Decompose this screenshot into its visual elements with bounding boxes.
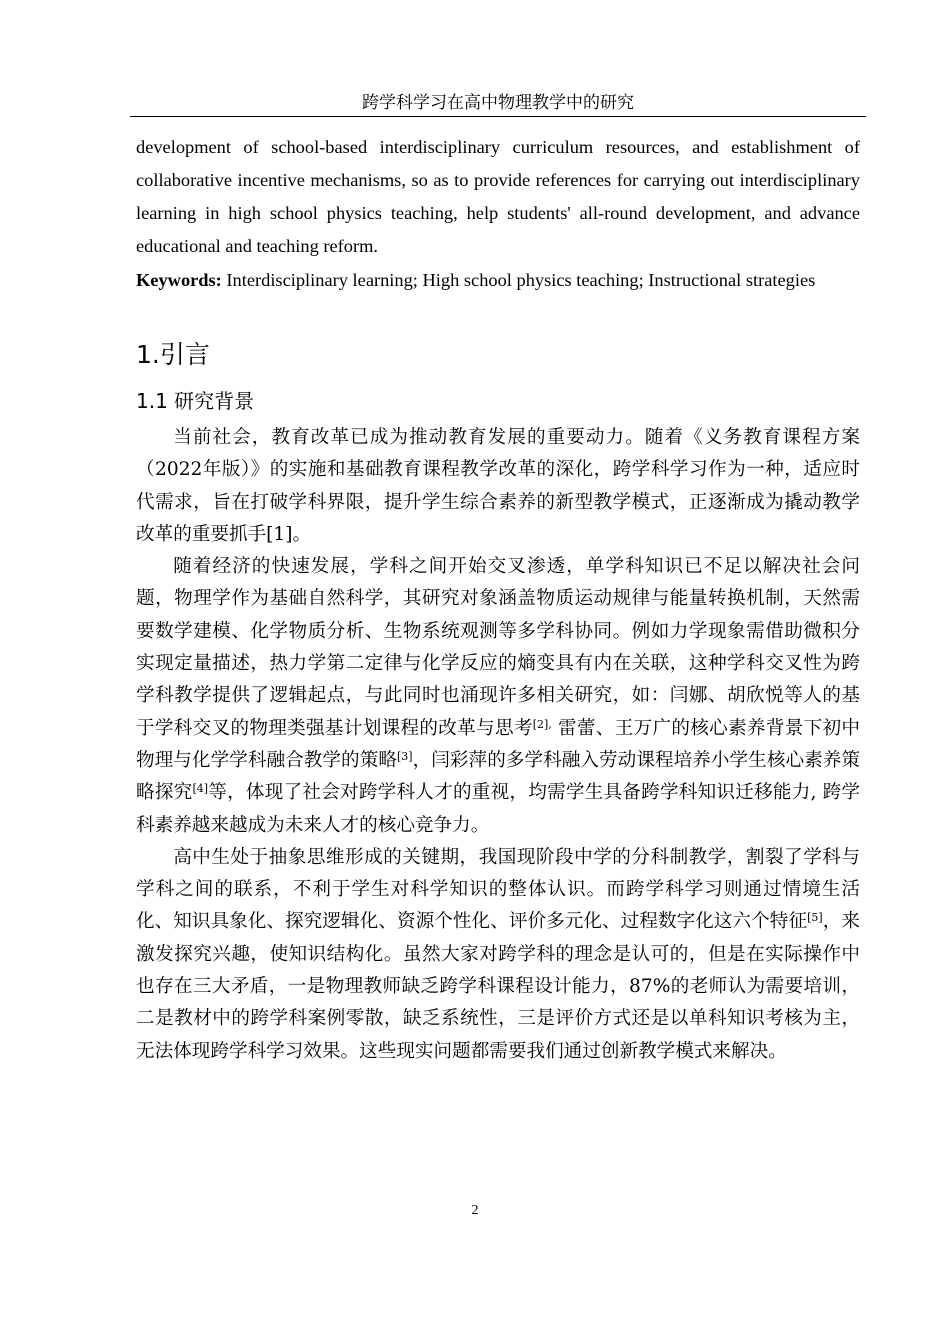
paragraph-3-part-b: ，来激发探究兴趣，使知识结构化。虽然大家对跨学科的理念是认可的，但是在实际操作中也存在三大矛盾，一是物理教师缺乏跨学科课程设计能力，87%的老师认为需要培训，二是教材中的跨学科案例零散，缺乏系统性，三是评价方式还是以单科知识考核为主，无法体现跨学科学习效果。这些现实问题都需要我们通过创新教学模式来解决。 <box>136 911 860 1062</box>
keywords-list: Interdisciplinary learning; High school physics teaching; Instructional strategies <box>221 270 816 290</box>
citation-4: [4] <box>192 782 209 796</box>
paragraph-2 <box>136 551 860 842</box>
paragraph-3-part-a: 高中生处于抽象思维形成的关键期，我国现阶段中学的分科制教学，割裂了学科与学科之间的联系，不利于学生对科学知识的整体认识。而跨学科学习则通过情境生活化、知识具象化、探究逻辑化、资源个性化、评价多元化、过程数字化这六个特征 <box>136 846 860 933</box>
page-number: 2 <box>471 1203 479 1218</box>
section-heading-introduction: 1.引言 <box>136 340 210 369</box>
citation-2: [2], <box>532 717 552 731</box>
abstract-text: development of school-based interdisciplinary curriculum resources, and establishment of collaborative incentive mechanisms, so as to provide references for carrying out interdisciplinary learning in high school physics teaching, help students' all-round development, and advance educational and teaching reform. <box>136 137 860 256</box>
citation-5: [5] <box>807 911 823 925</box>
paragraph-3 <box>136 842 860 1068</box>
citation-3: [3] <box>396 749 413 763</box>
paragraph-2-part-c: ，闫彩萍的多学科融入劳动课程培养小学生核心素养策略探究 <box>136 749 860 804</box>
paragraph-2-part-a: 随着经济的快速发展，学科之间开始交叉渗透，单学科知识已不足以解决社会问题，物理学作为基础自然科学，其研究对象涵盖物质运动规律与能量转换机制，天然需要数学建模、化学物质分析、生物系统观测等多学科协同。例如力学现象需借助微积分实现定量描述，热力学第二定律与化学反应的熵变具有内在关联，这种学科交叉性为跨学科教学提供了逻辑起点，与此同时也涌现许多相关研究，如：闫娜、胡欣悦等人的基于学科交叉的物理类强基计划课程的改革与思考 <box>136 556 860 739</box>
paragraph-2-part-b: 雷蕾、王万广的核心素养背景下初中物理与化学学科融合教学的策略 <box>136 717 860 771</box>
paragraph-1: 当前社会，教育改革已成为推动教育发展的重要动力。随着《义务教育课程方案（2022年版）》的实施和基础教育课程教学改革的深化，跨学科学习作为一种，适应时代需求，旨在打破学科界限，提升学生综合素养的新型教学模式，正逐渐成为撬动教学改革的重要抓手[1]。 <box>136 427 860 545</box>
running-header: 跨学科学习在高中物理教学中的研究 <box>362 93 634 113</box>
paragraph-2-part-d: 等，体现了社会对跨学科人才的重视，均需学生具备跨学科知识迁移能力, 跨学科素养越来越成为未来人才的核心竞争力。 <box>136 782 860 836</box>
keywords-line <box>136 264 860 297</box>
subsection-heading-background: 1.1 研究背景 <box>136 389 255 413</box>
header-rule <box>130 116 866 117</box>
keywords-label: Keywords: <box>136 270 222 290</box>
english-abstract-continuation <box>136 131 860 263</box>
chinese-body-text <box>136 422 860 1068</box>
